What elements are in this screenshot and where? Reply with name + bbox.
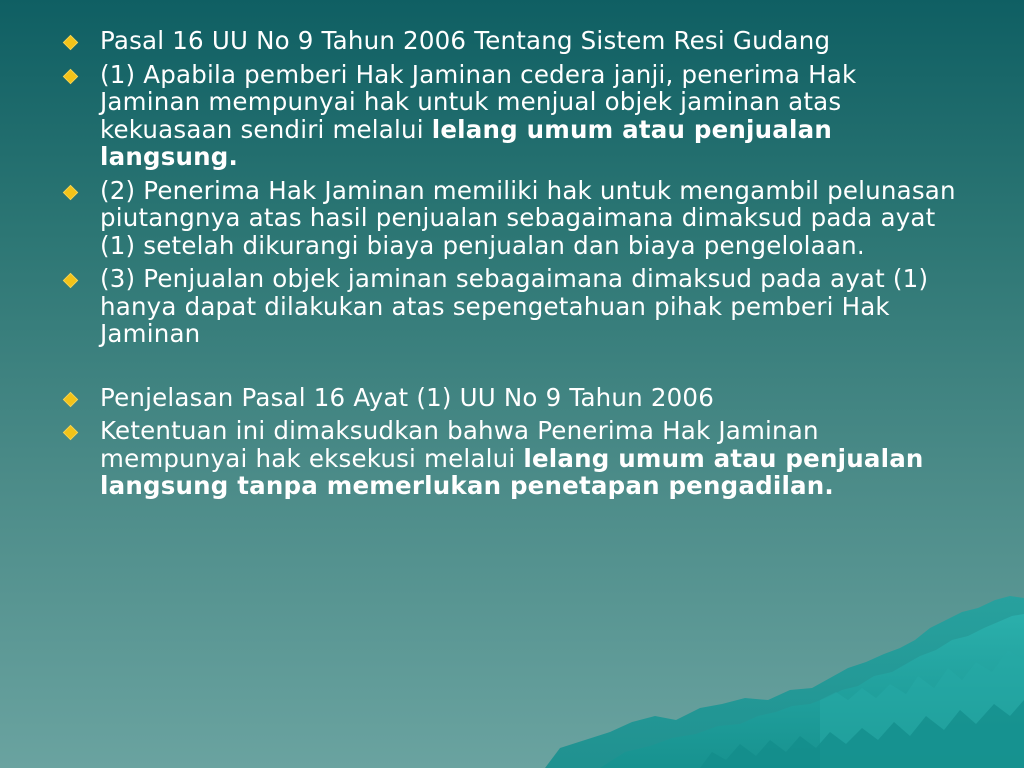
bullet-text: Ketentuan ini dimaksudkan bahwa Penerima Hak Jaminan mempunyai hak eksekusi melalui	[100, 416, 819, 473]
bullet-text: (1) Apabila pemberi Hak Jaminan cedera janji, penerima Hak Jaminan mempunyai hak untuk menjual objek jaminan atas kekuasaan sendiri melalui	[100, 59, 857, 144]
diamond-bullet-icon	[63, 68, 79, 84]
bullet-item	[62, 177, 962, 260]
bullet-text: Penjelasan Pasal 16 Ayat (1) UU No 9 Tahun 2006	[100, 382, 714, 412]
diamond-bullet-icon	[63, 391, 79, 407]
bullet-item	[62, 61, 962, 171]
bullet-item	[62, 417, 962, 500]
bullet-item	[62, 265, 962, 348]
diamond-bullet-icon	[63, 273, 79, 289]
bullet-text: (2) Penerima Hak Jaminan memiliki hak untuk mengambil pelunasan piutangnya atas hasil penjualan sebagaimana dimaksud pada ayat (1) setelah dikurangi biaya penjualan dan biaya pengelolaan.	[100, 175, 956, 260]
bullet-list	[62, 27, 962, 506]
bullet-text: (3) Penjualan objek jaminan sebagaimana dimaksud pada ayat (1) hanya dapat dilakukan atas sepengetahuan pihak pemberi Hak Jaminan	[100, 264, 929, 348]
bullet-text: Pasal 16 UU No 9 Tahun 2006 Tentang Sistem Resi Gudang	[100, 26, 831, 55]
bullet-bold-text: lelang umum atau penjualan langsung tanpa memerlukan penetapan pengadilan.	[100, 443, 924, 500]
bullet-bold-text: lelang umum atau penjualan langsung.	[100, 114, 832, 171]
bullet-item	[62, 27, 962, 55]
diamond-bullet-icon	[63, 184, 79, 200]
diamond-bullet-icon	[63, 35, 79, 51]
diamond-bullet-icon	[63, 425, 79, 441]
bullet-item	[62, 384, 962, 412]
